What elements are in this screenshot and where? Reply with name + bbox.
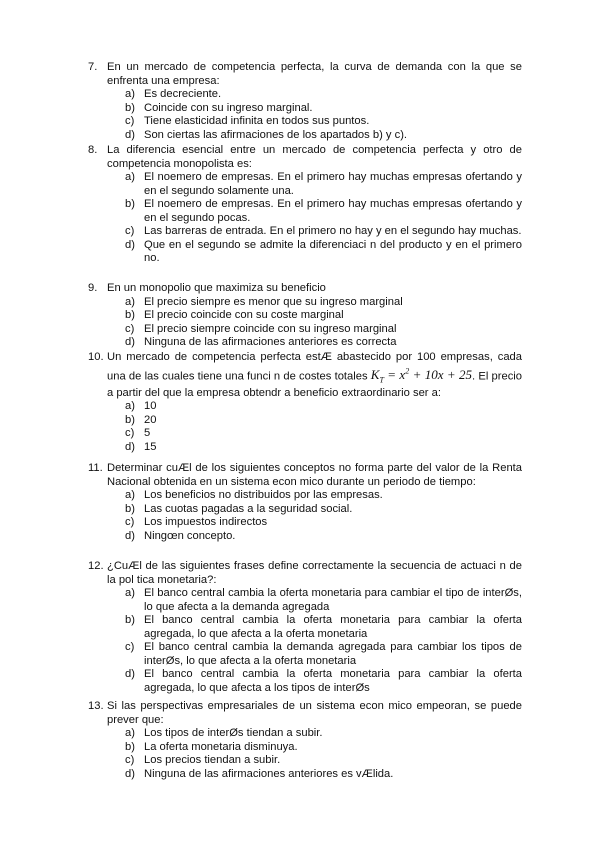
question-number: 11. bbox=[88, 462, 103, 474]
option-text: 20 bbox=[144, 413, 157, 426]
option bbox=[125, 239, 522, 266]
option-text: Ninguna de las afirmaciones anteriores es correcta bbox=[144, 336, 397, 348]
option-letter: d) bbox=[125, 128, 135, 141]
option-text: 5 bbox=[144, 427, 151, 440]
option-text: El precio siempre coincide con su ingreso marginal bbox=[144, 322, 397, 335]
option-text: 15 bbox=[144, 440, 157, 453]
option-text: El banco central cambia la oferta monetaria para cambiar el tipo de interØs, lo que afecta a la demanda agregada bbox=[144, 587, 522, 613]
question-text: Determinar cuÆl de los siguientes conceptos no forma parte del valor de la Renta Nacional obtenida en un sistema econ mico durante un periodo de tiempo: bbox=[107, 462, 522, 488]
option-text: El banco central cambia la demanda agregada para cambiar los tipos de interØs, lo que afecta a la oferta monetaria bbox=[144, 641, 522, 667]
question-number: 13. bbox=[88, 700, 104, 712]
option-text: Los impuestos indirectos bbox=[144, 516, 268, 528]
question-7 bbox=[88, 61, 522, 142]
formula-rest: + 10x + 25 bbox=[409, 366, 473, 382]
option-letter: b) bbox=[125, 309, 135, 321]
question-8 bbox=[88, 144, 522, 266]
option bbox=[125, 115, 522, 129]
option-letter: a) bbox=[125, 88, 135, 100]
option bbox=[125, 88, 522, 102]
option-letter: a) bbox=[125, 171, 135, 183]
option bbox=[125, 641, 522, 668]
option bbox=[125, 754, 522, 768]
question-10 bbox=[88, 351, 522, 454]
option-text: La oferta monetaria disminuya. bbox=[144, 740, 298, 753]
option-letter: b) bbox=[125, 101, 135, 114]
option bbox=[125, 414, 522, 428]
option-letter: d) bbox=[125, 238, 135, 251]
option bbox=[125, 441, 522, 455]
option-letter: c) bbox=[125, 754, 135, 766]
option-letter: c) bbox=[125, 516, 135, 528]
option bbox=[125, 489, 522, 503]
option bbox=[125, 400, 522, 414]
cost-function-formula bbox=[370, 366, 473, 385]
question-text bbox=[107, 351, 522, 400]
option bbox=[125, 530, 522, 544]
option-text: El banco central cambia la oferta monetaria para cambiar la oferta agregada, lo que afecta a los tipos de interØs bbox=[144, 668, 522, 694]
option-text: Las barreras de entrada. En el primero no hay y en el segundo hay muchas. bbox=[144, 225, 522, 237]
question-text-before: Un mercado de competencia perfecta estÆ abastecido por 100 empresas, cada una de las cuales tiene una funci n de costes totales bbox=[107, 351, 522, 382]
option bbox=[125, 198, 522, 225]
option-letter: b) bbox=[125, 740, 135, 753]
option-text: Los precios tiendan a subir. bbox=[144, 754, 281, 766]
option-text: Tiene elasticidad infinita en todos sus puntos. bbox=[144, 115, 370, 127]
question-text: En un mercado de competencia perfecta, la curva de demanda con la que se enfrenta una empresa: bbox=[107, 61, 522, 87]
option-text: Ningœn concepto. bbox=[144, 529, 236, 542]
option-text: 10 bbox=[144, 400, 157, 413]
option-letter: a) bbox=[125, 400, 135, 413]
option bbox=[125, 587, 522, 614]
option-text: El precio siempre es menor que su ingreso marginal bbox=[144, 295, 403, 308]
question-13 bbox=[88, 700, 522, 781]
option-letter: d) bbox=[125, 529, 135, 542]
option bbox=[125, 427, 522, 441]
option bbox=[125, 741, 522, 755]
option-text: Es decreciente. bbox=[144, 88, 222, 100]
option-text: Que en el segundo se admite la diferenciaci n del producto y en el primero no. bbox=[144, 238, 522, 264]
question-text: ¿CuÆl de las siguientes frases define correctamente la secuencia de actuaci n de la pol tica monetaria?: bbox=[107, 560, 522, 586]
option-letter: c) bbox=[125, 322, 135, 335]
option bbox=[125, 768, 522, 782]
option-letter: a) bbox=[125, 727, 135, 739]
question-number: 10. bbox=[88, 351, 104, 363]
question-text-after: . El precio a partir del que la empresa obtendr a beneficio extraordinario ser a: bbox=[107, 369, 522, 399]
question-number: 8. bbox=[88, 144, 98, 156]
formula-k-sub: T bbox=[379, 375, 384, 385]
option-text: Ninguna de las afirmaciones anteriores es vÆlida. bbox=[144, 767, 394, 780]
option bbox=[125, 516, 522, 530]
option-text: El precio coincide con su coste marginal bbox=[144, 309, 344, 321]
option bbox=[125, 503, 522, 517]
option-text: Los tipos de interØs tiendan a subir. bbox=[144, 727, 323, 739]
formula-sup: 2 bbox=[405, 366, 410, 376]
question-number: 12. bbox=[88, 560, 104, 572]
option bbox=[125, 727, 522, 741]
option bbox=[125, 102, 522, 116]
option-text: El noemero de empresas. En el primero hay muchas empresas ofertando y en el segundo pocas. bbox=[144, 198, 522, 224]
option-letter: c) bbox=[125, 225, 135, 237]
option-text: Los beneficios no distribuidos por las empresas. bbox=[144, 489, 383, 501]
option-letter: b) bbox=[125, 198, 135, 210]
formula-k: K bbox=[370, 366, 380, 382]
question-number: 7. bbox=[88, 61, 98, 73]
option-letter: b) bbox=[125, 502, 135, 515]
option-letter: d) bbox=[125, 336, 135, 348]
option-letter: b) bbox=[125, 614, 135, 626]
option-text: Las cuotas pagadas a la seguridad social. bbox=[144, 502, 353, 515]
option-letter: a) bbox=[125, 295, 135, 308]
option bbox=[125, 668, 522, 695]
option-letter: c) bbox=[125, 427, 135, 440]
option bbox=[125, 614, 522, 641]
option bbox=[125, 323, 522, 337]
option-letter: d) bbox=[125, 440, 135, 453]
question-12 bbox=[88, 560, 522, 695]
option-text: El banco central cambia la oferta monetaria para cambiar la oferta agregada, lo que afecta a la oferta monetaria bbox=[144, 614, 522, 640]
option-text: El noemero de empresas. En el primero hay muchas empresas ofertando y en el segundo solamente una. bbox=[144, 171, 522, 197]
option-letter: d) bbox=[125, 668, 135, 680]
option-letter: a) bbox=[125, 587, 135, 599]
option bbox=[125, 171, 522, 198]
option bbox=[125, 129, 522, 143]
option-letter: c) bbox=[125, 641, 135, 653]
option-letter: d) bbox=[125, 767, 135, 780]
question-text: La diferencia esencial entre un mercado de competencia perfecta y otro de competencia monopolista es: bbox=[107, 144, 522, 170]
option-text: Coincide con su ingreso marginal. bbox=[144, 101, 313, 114]
option-letter: c) bbox=[125, 115, 135, 127]
option bbox=[125, 336, 522, 350]
question-text: Si las perspectivas empresariales de un sistema econ mico empeoran, se puede prever que: bbox=[107, 700, 522, 726]
question-11 bbox=[88, 462, 522, 543]
question-text: En un monopolio que maximiza su beneficio bbox=[107, 282, 326, 294]
option bbox=[125, 309, 522, 323]
option bbox=[125, 225, 522, 239]
question-number: 9. bbox=[88, 282, 98, 294]
question-9 bbox=[88, 282, 522, 350]
option-letter: b) bbox=[125, 413, 135, 426]
option-text: Son ciertas las afirmaciones de los apartados b) y c). bbox=[144, 128, 408, 141]
option-letter: a) bbox=[125, 489, 135, 501]
formula-eq: = x bbox=[383, 366, 406, 382]
option bbox=[125, 296, 522, 310]
